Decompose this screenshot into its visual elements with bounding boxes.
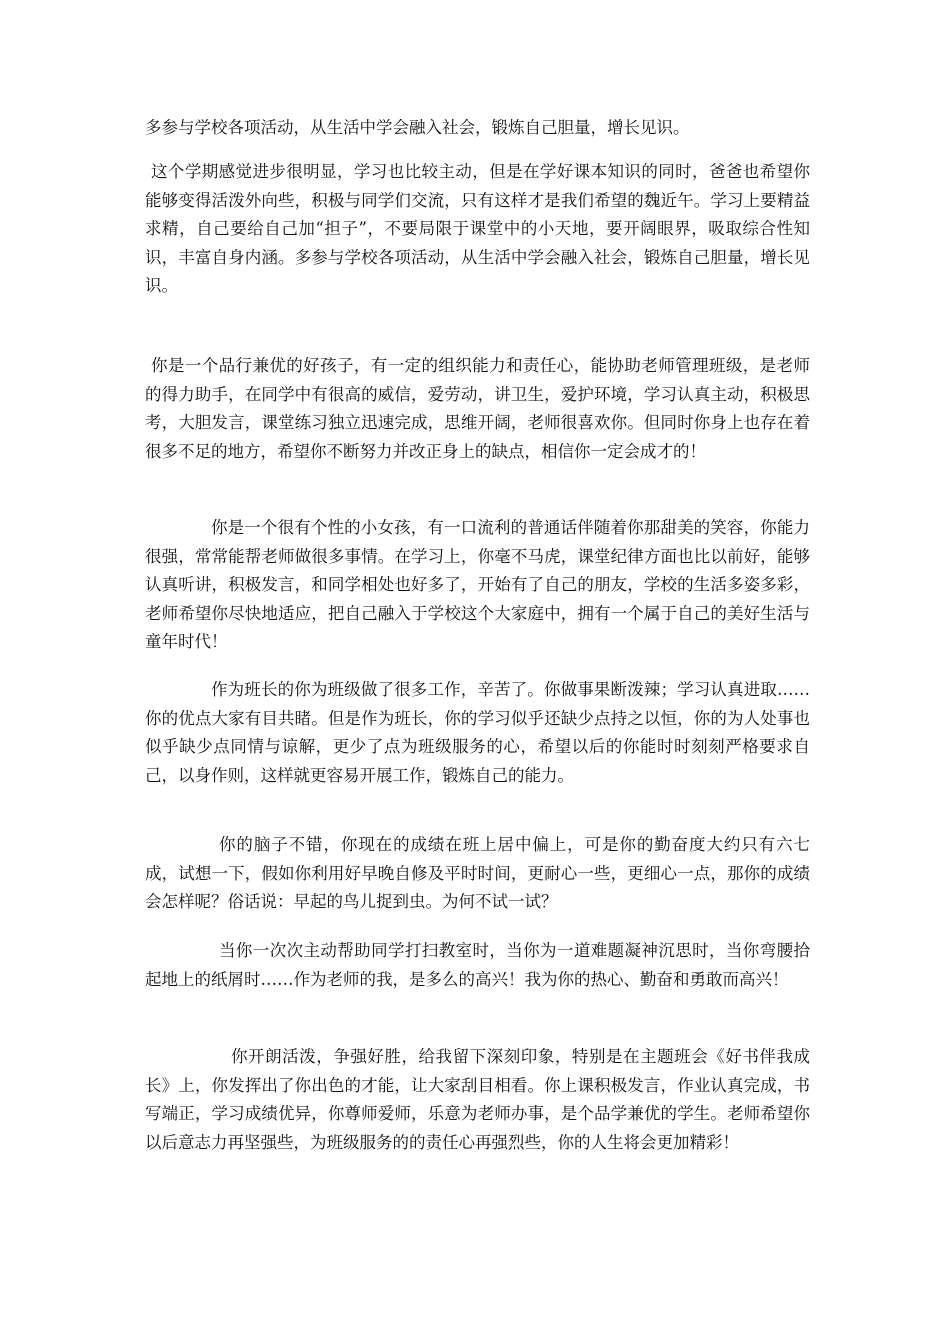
paragraph-1: 多参与学校各项活动，从生活中学会融入社会，锻炼自己胆量，增长见识。: [145, 118, 690, 137]
paragraph-4: 你是一个很有个性的小女孩，有一口流利的普通话伴随着你那甜美的笑容，你能力很强，常常能帮老师做很多事情。在学习上，你毫不马虎，课堂纪律方面也比以前好，能够认真听讲，积极发言，和同学相处也好多了，开始有了自己的朋友，学校的生活多姿多彩，老师希望你尽快地适应，把自己融入于学校这个大家庭中，拥有一个属于自己的美好生活与童年时代！: [145, 518, 810, 651]
paragraph-2: 这个学期感觉进步很明显，学习也比较主动，但是在学好课本知识的同时，爸爸也希望你能够变得活泼外向些，积极与同学们交流，只有这样才是我们希望的魏近午。学习上要精益求精，自己要给自己加“担子”，不要局限于课堂中的小天地，要开阔眼界，吸取综合性知识，丰富自身内涵。多参与学校各项活动，从生活中学会融入社会，锻炼自己胆量，增长见识。: [145, 162, 810, 295]
paragraph-3: 你是一个品行兼优的好孩子，有一定的组织能力和责任心，能协助老师管理班级，是老师的得力助手，在同学中有很高的威信，爱劳动，讲卫生，爱护环境，学习认真主动，积极思考，大胆发言，课堂练习独立迅速完成，思维开阔，老师很喜欢你。但同时你身上也存在着很多不足的地方，希望你不断努力并改正身上的缺点，相信你一定会成才的！: [145, 356, 810, 461]
paragraph-8: 你开朗活泼，争强好胜，给我留下深刻印象，特别是在主题班会《好书伴我成长》上，你发挥出了你出色的才能，让大家刮目相看。你上课积极发言，作业认真完成，书写端正，学习成绩优异，你尊师爱师，乐意为老师办事，是个品学兼优的学生。老师希望你以后意志力再坚强些，为班级服务的的责任心再强烈些，你的人生将会更加精彩！: [145, 1047, 810, 1152]
paragraph-7: 当你一次次主动帮助同学打扫教室时，当你为一道难题凝神沉思时，当你弯腰拾起地上的纸屑时……作为老师的我，是多么的高兴！我为你的热心、勤奋和勇敢而高兴！: [145, 941, 810, 989]
paragraph-5: 作为班长的你为班级做了很多工作，辛苦了。你做事果断泼辣；学习认真进取……你的优点大家有目共睹。但是作为班长，你的学习似乎还缺少点持之以恒，你的为人处事也似乎缺少点同情与谅解，更少了点为班级服务的心，希望以后的你能时时刻刻严格要求自己，以身作则，这样就更容易开展工作，锻炼自己的能力。: [145, 680, 810, 785]
paragraph-6: 你的脑子不错，你现在的成绩在班上居中偏上，可是你的勤奋度大约只有六七成，试想一下，假如你利用好早晚自修及平时时间，更耐心一些，更细心一点，那你的成绩会怎样呢？俗话说：早起的鸟儿捉到虫。为何不试一试？: [145, 835, 810, 911]
